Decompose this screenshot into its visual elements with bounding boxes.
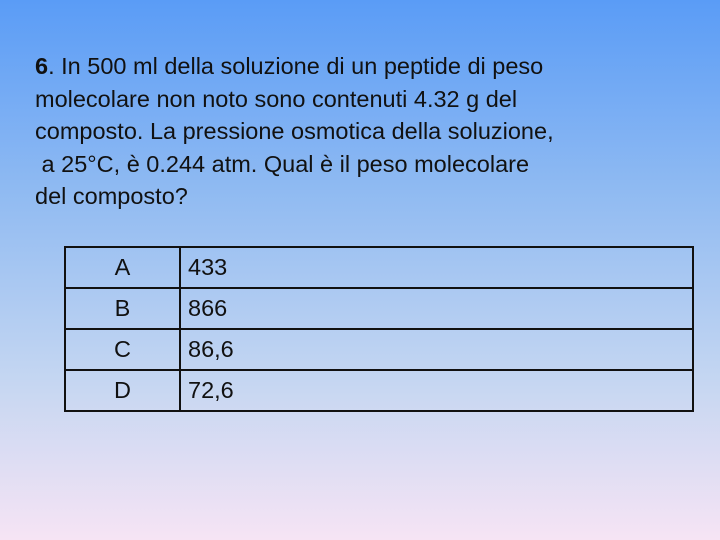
answer-letter: C <box>65 329 180 370</box>
question-line-3: composto. La pressione osmotica della soluzione, <box>35 118 554 144</box>
answer-row-a <box>65 247 693 288</box>
question-line-1 <box>35 50 695 83</box>
answer-value: 433 <box>180 247 693 288</box>
answer-value: 866 <box>180 288 693 329</box>
answer-row-b <box>65 288 693 329</box>
question-number: 6 <box>35 53 49 79</box>
question-line-1-text: . In 500 ml della soluzione di un peptide di peso <box>48 53 544 79</box>
answer-letter: A <box>65 247 180 288</box>
answer-row-d <box>65 370 693 411</box>
question-line-2: molecolare non noto sono contenuti 4.32 g del <box>35 85 518 112</box>
question-line-5: del composto? <box>35 183 188 209</box>
question-text <box>35 50 695 213</box>
answer-letter: B <box>65 288 180 329</box>
answer-table <box>64 246 694 412</box>
answer-letter: D <box>65 370 180 411</box>
answer-value: 72,6 <box>180 370 693 411</box>
question-line-4: a 25°C, è 0.244 atm. Qual è il peso molecolare <box>35 150 530 177</box>
answer-value: 86,6 <box>180 329 693 370</box>
answer-row-c <box>65 329 693 370</box>
